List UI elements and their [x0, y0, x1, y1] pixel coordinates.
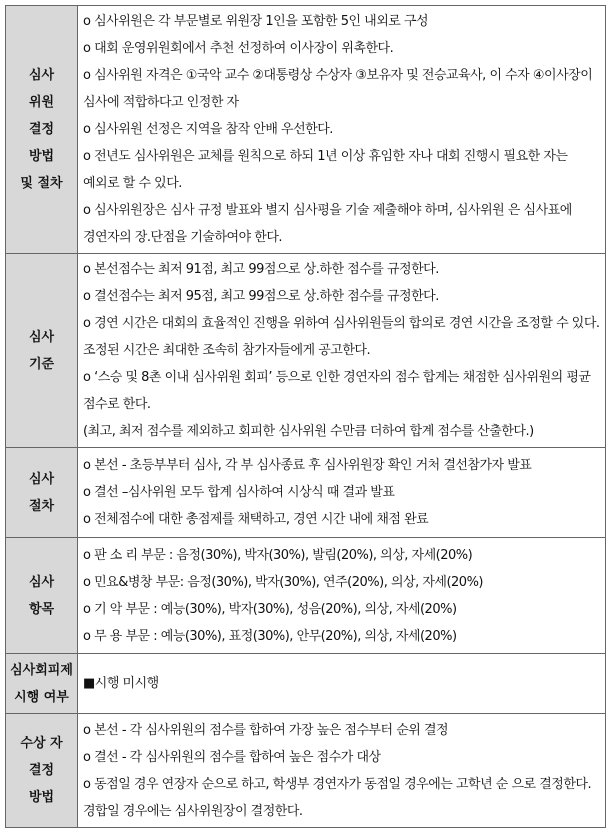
rule-item: o 심사위원 선정은 지역을 참작 안배 우선한다.	[83, 122, 333, 137]
header-line: 기준	[28, 356, 55, 372]
rule-item: o 판 소 리 부문 : 음정(30%), 박자(30%), 발림(20%), 의상, 자세(20%)	[83, 547, 473, 563]
header-line: 수상 자	[20, 736, 63, 751]
header-line: 심사	[28, 68, 55, 83]
rule-item: o 결선 –심사위원 모두 합계 심사하여 시상식 때 결과 발표	[83, 485, 395, 500]
rule-item: o 본선 - 각 심사위원의 점수를 합하여 가장 높은 점수부터 순위 결정	[83, 722, 449, 738]
header-line: 심사	[28, 471, 55, 487]
header-line: 항목	[28, 601, 55, 617]
rule-item: o 본선 - 초등부부터 심사, 각 부 심사종료 후 심사위원장 확인 거처 결선참가자 발표	[83, 458, 532, 473]
section-header	[6, 714, 78, 828]
section-header	[6, 6, 78, 254]
rule-item: o 결선점수는 최저 95점, 최고 99점으로 상.하한 점수를 규정한다.	[83, 289, 439, 304]
section-header	[6, 538, 78, 654]
header-line: 심사	[28, 329, 55, 345]
rule-item: o 기 악 부문 : 예능(30%), 박자(30%), 성음(20%), 의상, 자세(20%)	[83, 601, 457, 617]
section-row	[6, 654, 606, 714]
section-header	[6, 448, 78, 538]
section-row	[6, 714, 606, 828]
judging-rules-document	[5, 5, 606, 828]
rule-item: o 전년도 심사위원은 교체를 원칙으로 하되 1년 이상 휴임한 자나 대회 진행시 필요한 자는 예외로 할 수 있다.	[83, 149, 568, 191]
rule-item: o 대회 운영위원회에서 추천 선정하여 이사장이 위촉한다.	[83, 41, 394, 56]
header-line: 및 절차	[20, 176, 63, 191]
section-body	[78, 6, 606, 254]
rule-item: o 전체점수에 대한 총점제를 채택하고, 경연 시간 내에 채점 완료	[83, 512, 429, 527]
section-body	[78, 448, 606, 538]
section-row	[6, 254, 606, 448]
header-line: 시행 여부	[14, 689, 69, 705]
section-row	[6, 538, 606, 654]
rule-item: o 심사위원 자격은 ①국악 교수 ②대통령상 수상자 ③보유자 및 전승교육사, 이 수자 ④이사장이 심사에 적합하다고 인정한 자	[83, 68, 593, 110]
section-row	[6, 448, 606, 538]
rule-item: o 경연 시간은 대회의 효율적인 진행을 위하여 심사위원들의 합의로 경연 시간을 조정할 수 있다. 조정된 시간은 최대한 조속히 참가자들에게 공고한다.	[83, 316, 600, 358]
rule-item: o 무 용 부문 : 예능(30%), 표정(30%), 안무(20%), 의상, 자세(20%)	[83, 628, 457, 644]
header-line: 방법	[28, 149, 55, 164]
rule-item: o 동점일 경우 연장자 순으로 하고, 학생부 경연자가 동점일 경우에는 고학년 순 으로 결정한다. 경합일 경우에는 심사위원장이 결정한다.	[83, 776, 592, 819]
header-line: 절차	[28, 498, 55, 514]
rule-item: o 민요&병창 부문: 음정(30%), 박자(30%), 연주(20%), 의상, 자세(20%)	[83, 574, 484, 590]
judging-rules-table	[5, 5, 606, 828]
rules-table-body	[6, 6, 606, 828]
section-body	[78, 538, 606, 654]
rule-item: o ‘스승 및 8촌 이내 심사위원 회피’ 등으로 인한 경연자의 점수 합계는 채점한 심사위원의 평균 점수로 한다.	[83, 370, 591, 412]
header-line: 심사회피제	[10, 662, 73, 678]
header-line: 심사	[28, 574, 55, 590]
header-line: 위원	[28, 95, 55, 110]
header-line: 결정	[28, 122, 55, 137]
section-header	[6, 254, 78, 448]
header-line: 방법	[28, 790, 55, 805]
section-header	[6, 654, 78, 714]
rule-item: ■시행 미시행	[83, 676, 159, 691]
section-body	[78, 654, 606, 714]
rule-item: o 심사위원장은 심사 규정 발표와 별지 심사평을 기술 제출해야 하며, 심사위원 은 심사표에 경연자의 장.단점을 기술하여야 한다.	[83, 203, 572, 245]
rule-item: o 결선 - 각 심사위원의 점수를 합하여 높은 점수가 대상	[83, 749, 381, 765]
rule-item: o 본선점수는 최저 91점, 최고 99점으로 상.하한 점수를 규정한다.	[83, 262, 439, 277]
rule-item: (최고, 최저 점수를 제외하고 회피한 심사위원 수만큼 더하여 합계 점수를 산출한다.)	[83, 424, 534, 439]
header-line: 결정	[28, 763, 55, 778]
section-row	[6, 6, 606, 254]
section-body	[78, 254, 606, 448]
rule-item: o 심사위원은 각 부문별로 위원장 1인을 포함한 5인 내외로 구성	[83, 14, 429, 29]
section-body	[78, 714, 606, 828]
